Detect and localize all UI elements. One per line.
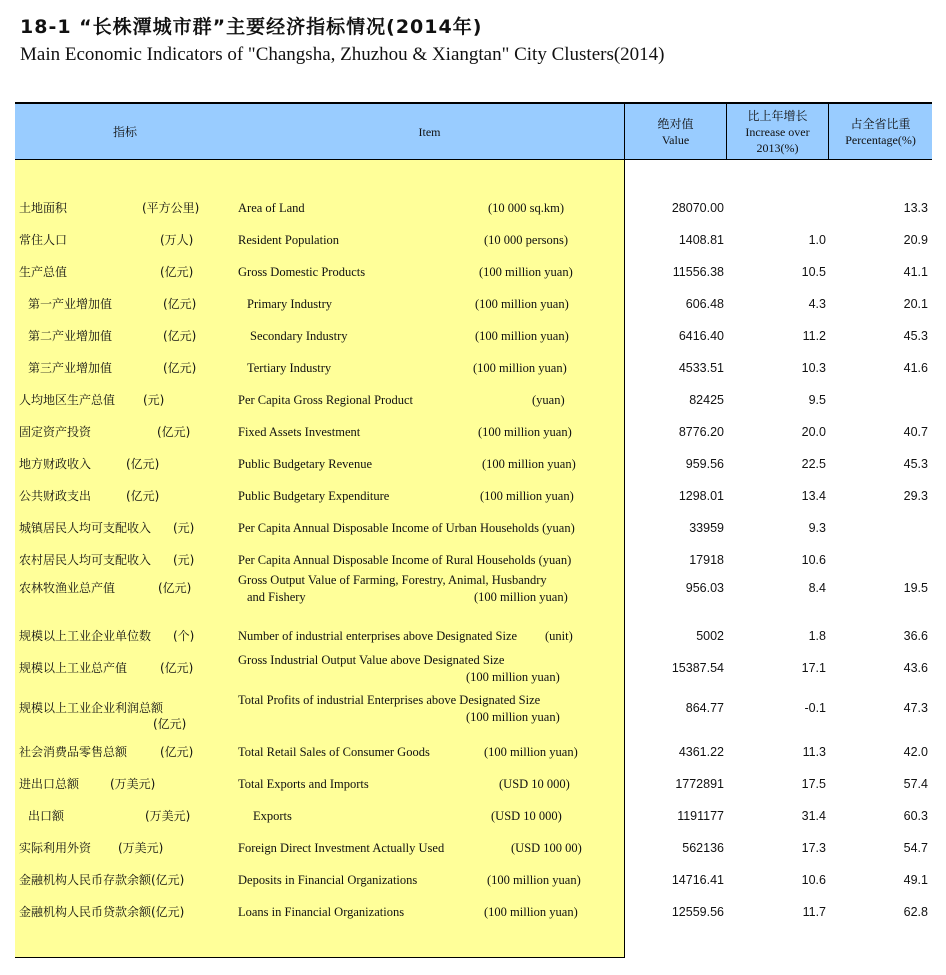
header-pct-en: Percentage(%) bbox=[845, 132, 916, 147]
row-percentage: 47.3 bbox=[903, 701, 928, 715]
page-title-cn: 18-1 “长株潭城市群”主要经济指标情况(2014年) bbox=[20, 16, 483, 38]
header-value-cn: 绝对值 bbox=[657, 116, 694, 131]
row-unit-cn: (平方公里) bbox=[142, 201, 200, 215]
row-percentage: 57.4 bbox=[903, 777, 928, 791]
row-unit-cn: (万美元) bbox=[110, 777, 156, 791]
row-percentage: 62.8 bbox=[903, 905, 928, 919]
row-label-en: Deposits in Financial Organizations bbox=[238, 873, 418, 887]
row-unit-cn: (亿元) bbox=[160, 745, 194, 759]
row-value: 28070.00 bbox=[671, 201, 724, 215]
row-label-cn: 固定资产投资 bbox=[19, 425, 92, 439]
row-value: 11556.38 bbox=[672, 265, 724, 279]
header-divider bbox=[624, 104, 625, 159]
row-label-en: Exports bbox=[253, 809, 292, 823]
row-label-cn: 第一产业增加值 bbox=[28, 297, 113, 311]
row-increase: 10.6 bbox=[801, 873, 826, 887]
row-label-cn: 农村居民人均可支配收入 bbox=[19, 553, 152, 567]
row-unit-cn: (万人) bbox=[160, 233, 194, 247]
row-label-en: Public Budgetary Revenue bbox=[238, 457, 372, 471]
row-unit-cn: (亿元) bbox=[126, 489, 160, 503]
row-unit-cn: (万美元) bbox=[118, 841, 164, 855]
row-value: 4361.22 bbox=[678, 745, 724, 759]
row-unit-en: (100 million yuan) bbox=[478, 425, 572, 439]
row-unit-cn: (万美元) bbox=[145, 809, 191, 823]
row-unit-en: (100 million yuan) bbox=[484, 905, 578, 919]
row-label-cn: 规模以上工业总产值 bbox=[19, 661, 128, 675]
row-unit-en: (100 million yuan) bbox=[484, 745, 578, 759]
row-increase: 4.3 bbox=[808, 297, 826, 311]
header-value bbox=[625, 104, 726, 159]
row-label-en: Loans in Financial Organizations bbox=[238, 905, 405, 919]
row-unit-cn: (亿元) bbox=[158, 581, 192, 595]
row-value: 1298.01 bbox=[678, 489, 724, 503]
row-increase: 17.3 bbox=[801, 841, 826, 855]
row-percentage: 40.7 bbox=[903, 425, 928, 439]
row-unit-cn: (元) bbox=[173, 521, 195, 535]
row-unit-en: (unit) bbox=[545, 629, 573, 643]
row-label-cn: 金融机构人民币贷款余额(亿元) bbox=[19, 905, 185, 919]
header-increase bbox=[727, 104, 828, 159]
header-item: Item bbox=[418, 124, 441, 139]
row-unit-en: (100 million yuan) bbox=[479, 265, 573, 279]
row-value: 1191177 bbox=[677, 809, 724, 823]
row-increase: 1.8 bbox=[808, 629, 826, 643]
row-unit-cn: (亿元) bbox=[163, 329, 197, 343]
row-unit-cn: (亿元) bbox=[160, 265, 194, 279]
row-percentage: 36.6 bbox=[903, 629, 928, 643]
row-unit-en: (100 million yuan) bbox=[480, 489, 574, 503]
row-percentage: 13.3 bbox=[903, 201, 928, 215]
row-percentage: 49.1 bbox=[903, 873, 928, 887]
row-unit-cn: (亿元) bbox=[153, 717, 187, 731]
row-label-en: Gross Industrial Output Value above Designated Size bbox=[238, 653, 505, 667]
row-increase: 10.5 bbox=[801, 265, 826, 279]
page-title-en: Main Economic Indicators of "Changsha, Zhuzhou & Xiangtan" City Clusters(2014) bbox=[20, 44, 665, 65]
row-label-en: Per Capita Annual Disposable Income of Rural Households (yuan) bbox=[238, 553, 572, 567]
row-label-cn: 土地面积 bbox=[19, 201, 68, 215]
row-unit-cn: (亿元) bbox=[157, 425, 191, 439]
row-percentage: 20.9 bbox=[903, 233, 928, 247]
row-increase: -0.1 bbox=[804, 701, 826, 715]
row-unit-en: (100 million yuan) bbox=[473, 361, 567, 375]
row-value: 956.03 bbox=[685, 581, 724, 595]
row-label-cn: 地方财政收入 bbox=[19, 457, 92, 471]
row-label-en: Total Exports and Imports bbox=[238, 777, 369, 791]
row-value: 4533.51 bbox=[678, 361, 724, 375]
row-label-cn: 城镇居民人均可支配收入 bbox=[19, 521, 152, 535]
row-label-cn: 农林牧渔业总产值 bbox=[19, 581, 116, 595]
row-label-cn: 规模以上工业企业利润总额 bbox=[19, 701, 164, 715]
row-unit-en: (10 000 sq.km) bbox=[488, 201, 565, 215]
row-value: 8776.20 bbox=[678, 425, 724, 439]
row-value: 1408.81 bbox=[678, 233, 724, 247]
row-label-cn: 第二产业增加值 bbox=[28, 329, 113, 343]
row-percentage: 29.3 bbox=[903, 489, 928, 503]
row-value: 562136 bbox=[682, 841, 724, 855]
row-value: 864.77 bbox=[685, 701, 724, 715]
row-unit-en: (10 000 persons) bbox=[484, 233, 569, 247]
row-label-en: Total Retail Sales of Consumer Goods bbox=[238, 745, 430, 759]
row-unit-cn: (亿元) bbox=[160, 661, 194, 675]
row-label-cn: 常住人口 bbox=[19, 233, 68, 247]
row-percentage: 20.1 bbox=[903, 297, 928, 311]
row-percentage: 42.0 bbox=[903, 745, 928, 759]
row-label-en: Tertiary Industry bbox=[247, 361, 332, 375]
row-unit-en: (100 million yuan) bbox=[466, 670, 560, 684]
header-pct-cn: 占全省比重 bbox=[850, 116, 911, 131]
row-label-en: Area of Land bbox=[238, 201, 305, 215]
row-label-cn: 社会消费品零售总额 bbox=[19, 745, 128, 759]
row-label-cn: 生产总值 bbox=[19, 265, 68, 279]
row-unit-en: (100 million yuan) bbox=[475, 297, 569, 311]
row-value: 33959 bbox=[689, 521, 724, 535]
row-value: 17918 bbox=[689, 553, 724, 567]
row-label-en: Gross Domestic Products bbox=[238, 265, 366, 279]
row-value: 606.48 bbox=[685, 297, 724, 311]
row-value: 14716.41 bbox=[671, 873, 724, 887]
row-unit-en: (USD 10 000) bbox=[499, 777, 570, 791]
header-divider bbox=[726, 104, 727, 159]
row-label-cn: 人均地区生产总值 bbox=[19, 393, 116, 407]
row-unit-cn: (元) bbox=[173, 553, 195, 567]
row-unit-cn: (元) bbox=[143, 393, 165, 407]
row-increase: 31.4 bbox=[801, 809, 826, 823]
row-increase: 20.0 bbox=[801, 425, 826, 439]
row-increase: 11.3 bbox=[802, 745, 826, 759]
row-percentage: 60.3 bbox=[903, 809, 928, 823]
row-label-en: Resident Population bbox=[238, 233, 340, 247]
row-label-en: Fixed Assets Investment bbox=[238, 425, 361, 439]
row-increase: 1.0 bbox=[808, 233, 826, 247]
row-label-en: Primary Industry bbox=[247, 297, 333, 311]
row-unit-en: (USD 100 00) bbox=[511, 841, 582, 855]
row-increase: 17.5 bbox=[801, 777, 826, 791]
row-increase: 13.4 bbox=[801, 489, 826, 503]
row-label-en: Gross Output Value of Farming, Forestry, Animal, Husbandry bbox=[238, 573, 547, 587]
row-value: 6416.40 bbox=[678, 329, 724, 343]
row-label-en: Number of industrial enterprises above Designated Size bbox=[238, 629, 518, 643]
row-label-en: Total Profits of industrial Enterprises above Designated Size bbox=[238, 693, 541, 707]
row-unit-en: (100 million yuan) bbox=[482, 457, 576, 471]
row-value: 5002 bbox=[696, 629, 724, 643]
header-percentage bbox=[829, 104, 932, 159]
row-percentage: 41.1 bbox=[903, 265, 928, 279]
header-increase-cn: 比上年增长 bbox=[747, 108, 808, 123]
header-divider bbox=[828, 104, 829, 159]
row-label-en: Secondary Industry bbox=[250, 329, 348, 343]
row-percentage: 41.6 bbox=[903, 361, 928, 375]
row-value: 1772891 bbox=[675, 777, 724, 791]
row-percentage: 45.3 bbox=[903, 457, 928, 471]
row-percentage: 54.7 bbox=[903, 841, 928, 855]
header-increase-en1: Increase over bbox=[745, 124, 810, 139]
row-value: 12559.56 bbox=[671, 905, 724, 919]
row-label-en: Per Capita Gross Regional Product bbox=[238, 393, 413, 407]
row-increase: 9.3 bbox=[808, 521, 826, 535]
row-increase: 10.6 bbox=[801, 553, 826, 567]
row-value: 82425 bbox=[689, 393, 724, 407]
header-increase-en2: 2013(%) bbox=[756, 140, 799, 155]
row-label-cn: 第三产业增加值 bbox=[28, 361, 113, 375]
header-indicator: 指标 bbox=[112, 124, 137, 139]
row-unit-en: (100 million yuan) bbox=[487, 873, 581, 887]
row-increase: 11.2 bbox=[802, 329, 826, 343]
row-unit-cn: (亿元) bbox=[163, 297, 197, 311]
row-label-en: Foreign Direct Investment Actually Used bbox=[238, 841, 445, 855]
header-value-en: Value bbox=[661, 132, 690, 147]
table-header bbox=[15, 104, 932, 160]
row-percentage: 45.3 bbox=[903, 329, 928, 343]
row-unit-en: (100 million yuan) bbox=[475, 329, 569, 343]
row-unit-en: (yuan) bbox=[532, 393, 565, 407]
row-unit-cn: (个) bbox=[173, 629, 195, 643]
row-unit-cn: (亿元) bbox=[126, 457, 160, 471]
row-label-cn: 规模以上工业企业单位数 bbox=[19, 629, 152, 643]
row-increase: 9.5 bbox=[808, 393, 826, 407]
row-label-cn: 金融机构人民币存款余额(亿元) bbox=[19, 873, 185, 887]
row-label-cn: 公共财政支出 bbox=[19, 489, 92, 503]
row-unit-en: (USD 10 000) bbox=[491, 809, 562, 823]
row-percentage: 43.6 bbox=[903, 661, 928, 675]
row-increase: 22.5 bbox=[801, 457, 826, 471]
row-label-en: Per Capita Annual Disposable Income of Urban Households (yuan) bbox=[238, 521, 575, 535]
row-increase: 10.3 bbox=[801, 361, 826, 375]
row-value: 959.56 bbox=[685, 457, 724, 471]
table-bottom-rule bbox=[15, 957, 624, 958]
row-increase: 11.7 bbox=[802, 905, 826, 919]
row-label-cn: 进出口总额 bbox=[19, 777, 80, 791]
row-label-en-cont: and Fishery bbox=[247, 590, 306, 604]
row-unit-en: (100 million yuan) bbox=[466, 710, 560, 724]
row-increase: 8.4 bbox=[808, 581, 826, 595]
row-unit-cn: (亿元) bbox=[163, 361, 197, 375]
row-label-en: Public Budgetary Expenditure bbox=[238, 489, 390, 503]
row-value: 15387.54 bbox=[671, 661, 724, 675]
row-increase: 17.1 bbox=[801, 661, 826, 675]
row-label-cn: 实际利用外资 bbox=[19, 841, 92, 855]
row-unit-en: (100 million yuan) bbox=[474, 590, 568, 604]
row-percentage: 19.5 bbox=[903, 581, 928, 595]
row-label-cn: 出口额 bbox=[28, 809, 65, 823]
